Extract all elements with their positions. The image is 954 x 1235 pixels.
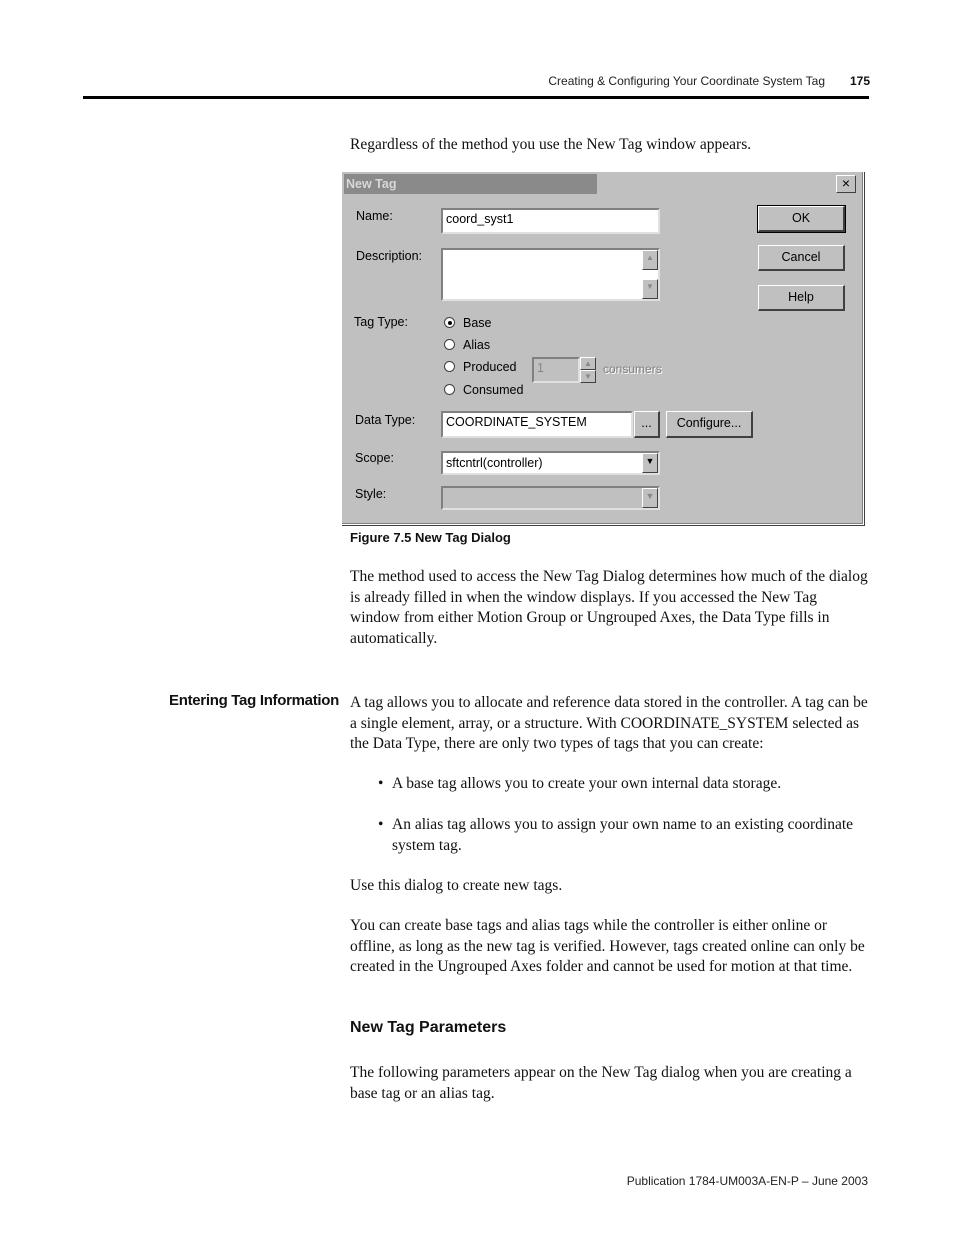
produced-radio[interactable] xyxy=(444,361,455,372)
alias-radio-label: Alias xyxy=(463,338,491,352)
new-tag-dialog xyxy=(341,171,864,525)
style-select[interactable] xyxy=(441,486,660,510)
online-paragraph: You can create base tags and alias tags while the controller is either online or offline, as long as the new tag is verified. However, tags created online can only be created in the Ungrouped Axes folder and cannot be used for motion at that time. xyxy=(350,917,865,975)
subsection-heading: New Tag Parameters xyxy=(350,1019,507,1036)
publication-footer: Publication 1784-UM003A-EN-P – June 2003 xyxy=(626,1174,868,1188)
name-label: Name: xyxy=(356,209,393,223)
list-item xyxy=(378,815,858,856)
scope-label: Scope: xyxy=(355,451,394,465)
dialog-titlebar xyxy=(344,174,597,194)
header-rule xyxy=(83,96,869,99)
tag-paragraph: A tag allows you to allocate and reference data stored in the controller. A tag can be a single element, array, or a structure. With COORDINATE_SYSTEM selected as the Data Type, there are only two types of tags that you can create: xyxy=(350,694,868,752)
configure-button[interactable]: Configure... xyxy=(666,411,753,438)
ok-button[interactable]: OK xyxy=(758,206,845,232)
list-item xyxy=(378,774,858,795)
scope-select[interactable] xyxy=(441,451,660,475)
base-radio[interactable] xyxy=(444,317,455,328)
browse-data-type-button[interactable]: ... xyxy=(634,411,660,438)
description-label: Description: xyxy=(356,249,422,263)
chevron-down-icon[interactable]: ▼ xyxy=(642,488,658,508)
base-radio-label: Base xyxy=(463,316,492,330)
style-label: Style: xyxy=(355,487,387,501)
use-paragraph: Use this dialog to create new tags. xyxy=(350,877,563,894)
consumed-radio[interactable] xyxy=(444,384,455,395)
bullet-icon: • xyxy=(378,816,384,833)
list-item-text: A base tag allows you to create your own internal data storage. xyxy=(392,775,782,792)
consumers-stepper[interactable]: 1 xyxy=(532,357,580,383)
produced-radio-label: Produced xyxy=(463,360,517,374)
method-paragraph: The method used to access the New Tag Dialog determines how much of the dialog is already filled in when the window displays. If you accessed the New Tag window from either Motion Group or Ungrouped Axes, the Data Type fills in automatically. xyxy=(350,568,868,647)
intro-paragraph: Regardless of the method you use the New Tag window appears. xyxy=(350,136,752,153)
description-input[interactable] xyxy=(441,248,660,301)
bullet-icon: • xyxy=(378,775,384,792)
section-heading: Entering Tag Information xyxy=(169,692,340,709)
close-icon[interactable]: × xyxy=(836,175,856,193)
alias-radio[interactable] xyxy=(444,339,455,350)
chevron-down-icon[interactable]: ▼ xyxy=(642,453,658,473)
cancel-button[interactable]: Cancel xyxy=(758,245,845,271)
scroll-up-icon[interactable]: ▲ xyxy=(642,250,658,270)
consumers-label: consumers xyxy=(603,362,662,376)
running-header-title: Creating & Configuring Your Coordinate System Tag xyxy=(548,74,825,88)
data-type-label: Data Type: xyxy=(355,413,416,427)
help-button[interactable]: Help xyxy=(758,285,845,311)
scope-value: sftcntrl(controller) xyxy=(446,456,543,470)
tag-type-label: Tag Type: xyxy=(354,315,408,329)
scroll-down-icon[interactable]: ▼ xyxy=(642,279,658,299)
stepper-up-icon[interactable]: ▲ xyxy=(580,357,596,370)
figure-caption: Figure 7.5 New Tag Dialog xyxy=(350,530,511,545)
name-input[interactable]: coord_syst1 xyxy=(441,208,660,234)
page-number: 175 xyxy=(850,74,871,88)
consumed-radio-label: Consumed xyxy=(463,383,524,397)
list-item-text: An alias tag allows you to assign your own name to an existing coordinate system tag. xyxy=(392,816,854,854)
stepper-down-icon[interactable]: ▼ xyxy=(580,370,596,383)
dialog-title: New Tag xyxy=(346,177,397,191)
params-paragraph: The following parameters appear on the New Tag dialog when you are creating a base tag or an alias tag. xyxy=(350,1064,852,1102)
data-type-input[interactable]: COORDINATE_SYSTEM xyxy=(441,411,633,438)
